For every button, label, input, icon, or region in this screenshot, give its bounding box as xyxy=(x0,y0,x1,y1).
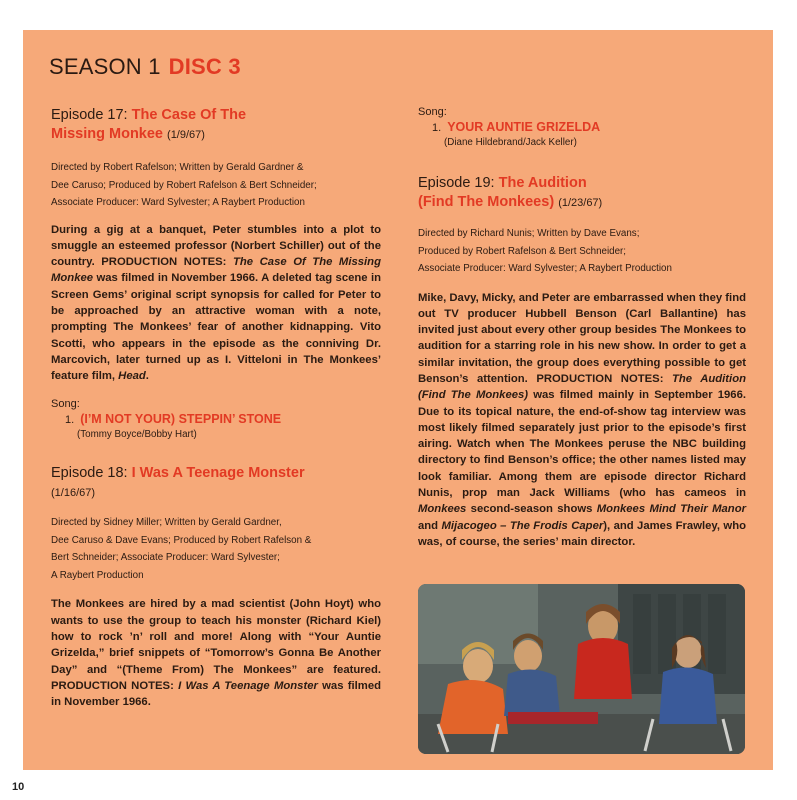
song-label: Song: xyxy=(418,106,447,118)
episode-credits xyxy=(51,514,381,584)
synopsis-text: . xyxy=(145,370,149,383)
song-number: 1. xyxy=(432,122,442,134)
song-writers: (Tommy Boyce/Bobby Hart) xyxy=(77,429,197,441)
right-column xyxy=(418,106,746,550)
episode-title-italic: I Was A Teenage Monster xyxy=(178,679,318,692)
episode-title-line2: (Find The Monkees) xyxy=(418,194,555,210)
synopsis-text: was filmed in November 1966. A deleted tag scene in Screen Gems’ original script synopsis for called for Peter to be approached by an attractive woman with a note, prompting The Monkees’ fear of another kidnapping. Vito Scotti, who appears in the episode as the conniving Dr. Marcovich, later turned up as I. Vitteloni in The Monkees’ feature film, xyxy=(51,272,381,383)
synopsis-text: Mike, Davy, Micky, and Peter are embarrassed when they find out TV producer Hubbell Benson (Carl Ballantine) has invited just about every other group besides The Monkees to audition for a starring role in his new show. In order to get a similar invitation, the group does everything possible to get Benson’s attention. PRODUCTION NOTES: xyxy=(418,291,746,385)
episode-title: I Was A Teenage Monster xyxy=(131,465,305,482)
band-photo xyxy=(418,584,745,754)
film-title-italic: Head xyxy=(118,370,146,383)
synopsis-text: second-season shows xyxy=(466,503,597,516)
episode-heading xyxy=(51,106,381,145)
episode-title-italic: Mijacogeo – The Frodis Caper xyxy=(441,519,604,532)
episode-date: (1/16/67) xyxy=(51,487,96,500)
episode-number: Episode 17: xyxy=(51,107,128,123)
credit-line: Directed by Sidney Miller; Written by Gerald Gardner, xyxy=(51,517,282,529)
song-title xyxy=(65,412,381,426)
song-writers: (Diane Hildebrand/Jack Keller) xyxy=(444,137,577,148)
credit-line: Associate Producer: Ward Sylvester; A Raybert Production xyxy=(418,263,672,274)
song-title xyxy=(432,120,746,134)
episode-synopsis xyxy=(51,222,381,385)
disc-label: DISC 3 xyxy=(168,54,241,79)
episode-title-italic: Monkees Mind Their Manor xyxy=(596,503,746,516)
credit-line: Bert Schneider; Associate Producer: Ward Sylvester; xyxy=(51,552,280,564)
band-photo-illustration xyxy=(418,584,745,754)
song-name: YOUR AUNTIE GRIZELDA xyxy=(447,120,601,134)
credit-line: A Raybert Production xyxy=(51,569,144,581)
episode-number: Episode 18: xyxy=(51,465,128,482)
song-number: 1. xyxy=(65,414,75,427)
episode-synopsis xyxy=(418,290,746,551)
episode-17 xyxy=(51,106,381,440)
episode-19 xyxy=(418,174,746,550)
page-number: 10 xyxy=(12,781,25,793)
credit-line: Directed by Richard Nunis; Written by Dave Evans; xyxy=(418,228,640,239)
episode-date: (1/9/67) xyxy=(167,129,205,141)
synopsis-text: was filmed in November 1966. xyxy=(51,679,382,709)
episode-title-line2: Missing Monkee xyxy=(51,126,163,142)
synopsis-text: was filmed mainly in September 1966. Due to its topical nature, the end-of-show tag interview was most likely filmed separately just prior to the episode’s first airing. Watch when The Monkees peruse the NBC building directory to find Benson’s office; the other names listed may look familiar. Among them are episode director Richard Nunis, prop man Jack Williams (who has cameos in xyxy=(418,389,747,500)
show-title-italic: Monkees xyxy=(418,503,467,516)
left-column xyxy=(51,106,381,711)
synopsis-text: and xyxy=(418,519,442,532)
episode-number: Episode 19: xyxy=(418,175,495,191)
episode-heading xyxy=(51,464,381,503)
song-label: Song: xyxy=(51,398,80,411)
season-label: SEASON 1 xyxy=(49,54,161,79)
episode-title: The Audition xyxy=(498,175,587,191)
episode-date: (1/23/67) xyxy=(558,197,603,209)
credit-line: Dee Caruso & Dave Evans; Produced by Robert Rafelson & xyxy=(51,534,312,546)
credit-line: Dee Caruso; Produced by Robert Rafelson & Bert Schneider; xyxy=(51,179,317,191)
page-title xyxy=(49,54,241,80)
episode-credits xyxy=(51,159,381,212)
episode-18 xyxy=(51,464,381,710)
episode-title: The Case Of The xyxy=(131,107,247,123)
episode-title-italic: The Audition (Find The Monkees) xyxy=(418,372,746,402)
episode-credits xyxy=(418,225,746,278)
episode-synopsis xyxy=(51,596,381,710)
episode-heading xyxy=(418,174,746,213)
synopsis-text: ), and James Frawley, who was, of course, the series’ main director. xyxy=(418,519,746,548)
synopsis-text: The Monkees are hired by a mad scientist (John Hoyt) who wants to use the group to teach his monster (Richard Kiel) how to rock ’n’ roll and more! Along with “Your Auntie Grizelda,” brief snippets of “Tomorrow’s Gonna Be Another Day” and “(Theme From) The Monkees” are featured. PRODUCTION NOTES: xyxy=(51,598,381,692)
credit-line: Associate Producer: Ward Sylvester; A Raybert Production xyxy=(51,197,305,208)
song-name: (I’M NOT YOUR) STEPPIN’ STONE xyxy=(80,412,282,427)
credit-line: Produced by Robert Rafelson & Bert Schneider; xyxy=(418,245,627,257)
synopsis-text: During a gig at a banquet, Peter stumbles into a plot to smuggle an esteemed professor (Norbert Schiller) out of the country. PRODUCTION NOTES: xyxy=(51,223,381,269)
episode-title-italic: The Case Of The Missing Monkee xyxy=(51,256,381,285)
credit-line: Directed by Robert Rafelson; Written by Gerald Gardner & xyxy=(51,162,304,173)
